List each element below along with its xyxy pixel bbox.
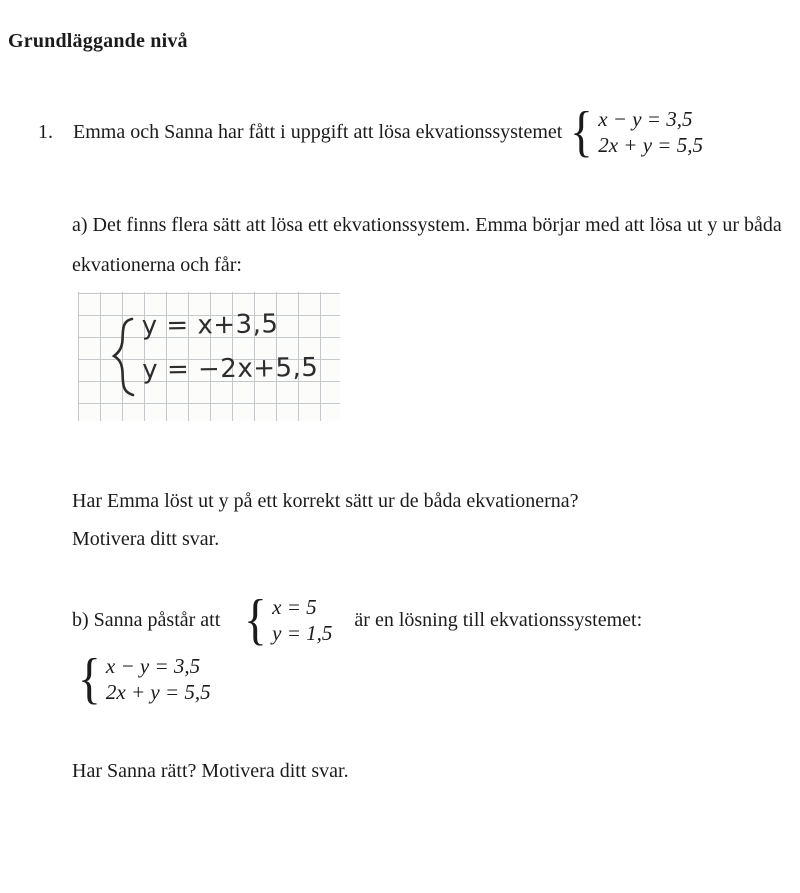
- part-a-question: [72, 482, 578, 558]
- left-brace-icon: {: [570, 101, 594, 163]
- claim-system-lines: [272, 594, 332, 646]
- part-b-intro: b) Sanna påstår att: [72, 608, 221, 631]
- handwritten-equation-2: y = −2x+5,5: [142, 352, 319, 386]
- equation-system-2-inner: [76, 648, 211, 710]
- handwritten-brace-icon: [110, 316, 136, 398]
- question-1-number: 1.: [38, 120, 53, 143]
- handwritten-equations: [141, 309, 318, 385]
- part-a-paragraph: [72, 205, 782, 285]
- part-b-row: [72, 591, 642, 649]
- page-title: Grundläggande nivå: [8, 30, 188, 52]
- equation-system-2: [70, 648, 211, 710]
- left-brace-icon: {: [78, 648, 101, 710]
- equation-line-2: 2x + y = 5,5: [598, 133, 703, 157]
- claim-line-2: y = 1,5: [272, 621, 333, 645]
- equation-line-1: x − y = 3,5: [105, 654, 201, 678]
- left-brace-icon: {: [244, 589, 268, 651]
- handwritten-equation-1: y = x+3,5: [141, 309, 279, 342]
- part-a-question-line-1: Har Emma löst ut y på ett korrekt sätt ur de båda ekvationerna?: [72, 490, 579, 512]
- question-1-intro: Emma och Sanna har fått i uppgift att lösa ekvationssystemet: [73, 120, 563, 143]
- equation-line-2: 2x + y = 5,5: [105, 680, 211, 704]
- claim-system: [242, 589, 333, 651]
- part-a-text-line-2: ekvationerna och får:: [72, 254, 242, 276]
- part-a-question-line-2: Motivera ditt svar.: [72, 528, 220, 550]
- equation-line-1: x − y = 3,5: [598, 107, 693, 131]
- part-b-outro: är en lösning till ekvationssystemet:: [354, 608, 643, 631]
- equation-system-1: [568, 101, 703, 163]
- claim-line-1: x = 5: [272, 595, 317, 619]
- handwritten-solution-image: [78, 292, 340, 421]
- equation-system-2-lines: [106, 653, 211, 705]
- question-1-row: [38, 100, 703, 164]
- part-a-text-line-1: a) Det finns flera sätt att lösa ett ekvationssystem. Emma börjar med att lösa ut y ur båda: [72, 214, 782, 236]
- equation-system-1-lines: [598, 106, 703, 158]
- part-b-question: Har Sanna rätt? Motivera ditt svar.: [72, 760, 349, 782]
